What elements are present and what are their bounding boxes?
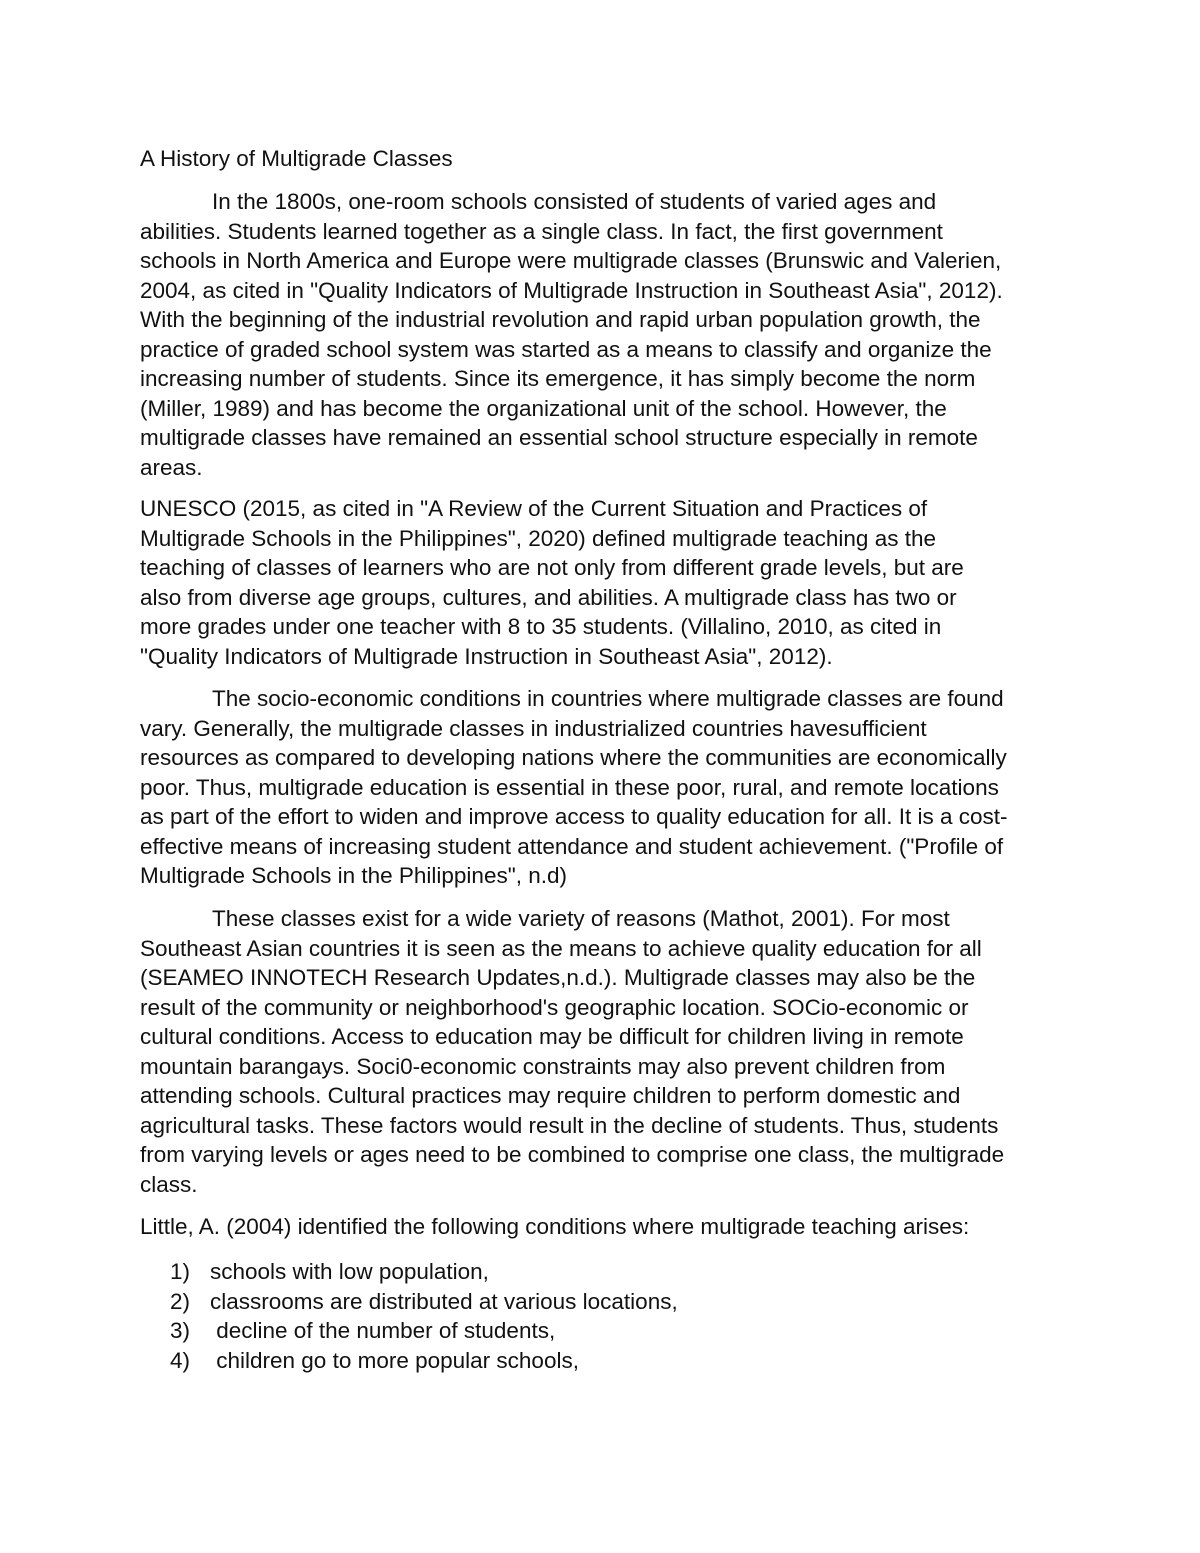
paragraph-line: With the beginning of the industrial revolution and rapid urban population growth, the — [140, 307, 981, 332]
paragraph-line: (Miller, 1989) and has become the organizational unit of the school. However, the — [140, 395, 947, 421]
list-item-text: children go to more popular schools, — [210, 1347, 579, 1373]
paragraph-line: attending schools. Cultural practices may require children to perform domestic and — [140, 1083, 961, 1108]
list-item-number: 4) — [170, 1347, 191, 1373]
paragraph-line: abilities. Students learned together as a single class. In fact, the first government — [140, 218, 943, 244]
paragraph-line: Little, A. (2004) identified the following conditions where multigrade teaching arises: — [140, 1214, 970, 1239]
paragraph-socio-economic — [140, 684, 1060, 891]
paragraph-line: In the 1800s, one-room schools consisted of students of varied ages and — [212, 189, 937, 214]
paragraph-line: class. — [140, 1171, 198, 1197]
paragraph-line: effective means of increasing student attendance and student achievement. ("Profile of — [140, 833, 1004, 859]
paragraph-line: "Quality Indicators of Multigrade Instruction in Southeast Asia", 2012). — [140, 643, 833, 669]
list-item-text: classrooms are distributed at various locations, — [210, 1288, 678, 1314]
paragraph-line: practice of graded school system was started as a means to classify and organize the — [140, 336, 992, 362]
list-item-number: 2) — [170, 1288, 191, 1314]
list-item-text: decline of the number of students, — [210, 1318, 556, 1343]
paragraph-line: agricultural tasks. These factors would result in the decline of students. Thus, students — [140, 1112, 999, 1138]
paragraph-line: (SEAMEO INNOTECH Research Updates,n.d.). Multigrade classes may also be the — [140, 965, 976, 990]
paragraph-line: more grades under one teacher with 8 to 35 students. (Villalino, 2010, as cited in — [140, 614, 942, 639]
paragraph-line: mountain barangays. Soci0-economic constraints may also prevent children from — [140, 1053, 946, 1079]
list-item — [170, 1316, 678, 1346]
paragraph-line: as part of the effort to widen and improve access to quality education for all. It is a cost- — [140, 804, 1008, 829]
paragraph-line: also from diverse age groups, cultures, and abilities. A multigrade class has two or — [140, 584, 957, 610]
paragraph-line: teaching of classes of learners who are not only from different grade levels, but are — [140, 555, 964, 580]
list-item — [170, 1287, 678, 1317]
paragraph-unesco — [140, 494, 1060, 671]
paragraph-line: increasing number of students. Since its emergence, it has simply become the norm — [140, 366, 976, 391]
paragraph-line: resources as compared to developing nations where the communities are economically — [140, 745, 1007, 770]
list-item-text: schools with low population, — [210, 1259, 489, 1284]
conditions-list — [170, 1257, 678, 1375]
paragraph-reasons — [140, 904, 1060, 1199]
paragraph-line: UNESCO (2015, as cited in "A Review of the Current Situation and Practices of — [140, 496, 928, 521]
paragraph-line: schools in North America and Europe were multigrade classes (Brunswic and Valerien, — [140, 248, 1002, 273]
paragraph-line: result of the community or neighborhood's geographic location. SOCio-economic or — [140, 994, 969, 1020]
list-item-number: 1) — [170, 1259, 191, 1284]
paragraph-line: Multigrade Schools in the Philippines", 2020) defined multigrade teaching as the — [140, 525, 936, 551]
paragraph-line: poor. Thus, multigrade education is essential in these poor, rural, and remote locations — [140, 774, 999, 800]
paragraph-line: multigrade classes have remained an essential school structure especially in remote — [140, 425, 978, 450]
paragraph-line: 2004, as cited in "Quality Indicators of Multigrade Instruction in Southeast Asia", 2012). — [140, 277, 1003, 303]
paragraph-line: cultural conditions. Access to education may be difficult for children living in remote — [140, 1024, 964, 1049]
list-item — [170, 1257, 678, 1287]
document-title: A History of Multigrade Classes — [140, 146, 453, 171]
paragraph-line: The socio-economic conditions in countries where multigrade classes are found — [212, 686, 1004, 711]
paragraph-line: These classes exist for a wide variety of reasons (Mathot, 2001). For most — [212, 906, 950, 931]
paragraph-line: from varying levels or ages need to be combined to comprise one class, the multigrade — [140, 1142, 1005, 1167]
list-item-number: 3) — [170, 1318, 191, 1343]
paragraph-history — [140, 187, 1060, 482]
paragraph-line: Southeast Asian countries it is seen as the means to achieve quality education for all — [140, 935, 982, 961]
paragraph-line: vary. Generally, the multigrade classes in industrialized countries havesufficient — [140, 715, 927, 741]
paragraph-line: Multigrade Schools in the Philippines", n.d) — [140, 863, 567, 888]
paragraph-little-intro — [140, 1212, 1060, 1242]
list-item — [170, 1346, 678, 1376]
paragraph-line: areas. — [140, 454, 203, 480]
